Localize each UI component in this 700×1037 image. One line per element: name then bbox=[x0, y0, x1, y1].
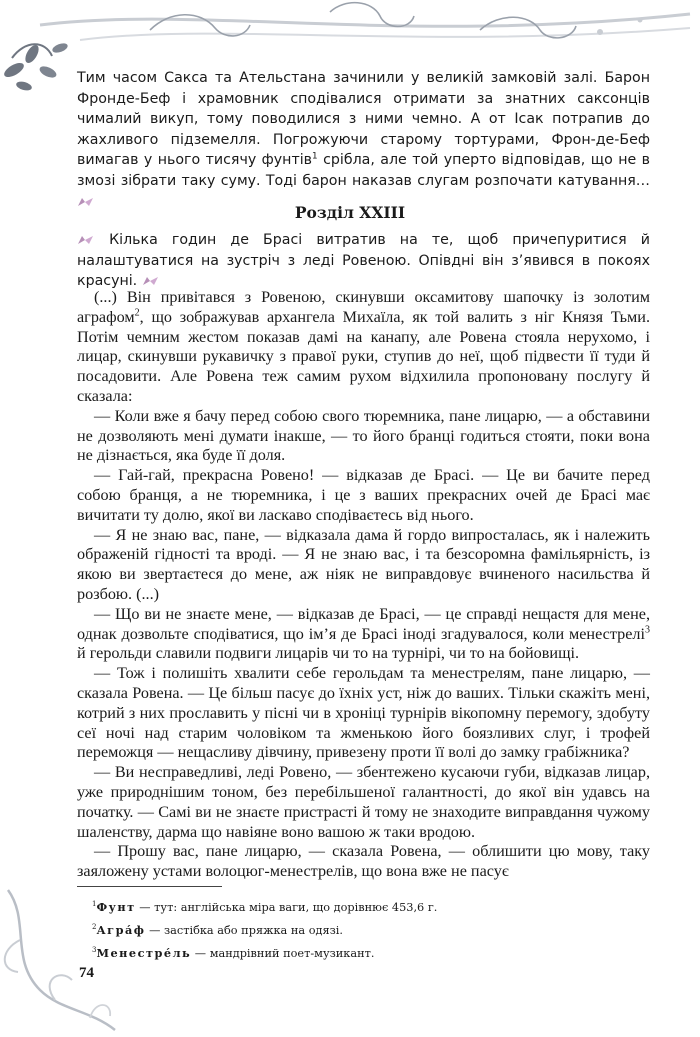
floral-ornament-icon bbox=[0, 880, 120, 1037]
footnote: $^3$Менестре́ль — мандрівний поет-музикант. bbox=[92, 946, 375, 960]
paragraph: — Гай-гай, прекрасна Ровено! — відказав де Брасі. — Це ви бачите перед собою бранця, а не тюремника, і це з ваших прекрасних очей де Брасі має вичитати ту долю, якої ви ласкаво сподіваєтесь від нього. bbox=[77, 466, 650, 524]
quill-marker-icon bbox=[142, 275, 160, 287]
paragraph: — Що ви не знаєте мене, — відказав де Брасі, — це справді нещастя для мене, однак дозвольте сподіватися, що ім’я де Брасі іноді згадувалося, коли менестрелі$^3$ й герольди славили подвиги лицарів чи то на турнірі, чи то на бойовищі. bbox=[77, 604, 650, 663]
paragraph: — Тож і полишіть хвалити себе герольдам та менестрелям, пане лицарю, — сказала Ровена. — Це більш пасує до їхніх уст, ніж до ваших. Тільки скажіть мені, котрий з них прославить у пісні чи в хроніці турнірів вікопомну перемогу, здобуту сеї ночі над старим чоловіком та жменькою його боязливих слуг, і трофей переможця — нещасливу дівчину, привезену проти її волі до замку грабіжника? bbox=[77, 664, 650, 762]
paragraph: (...) Він привітався з Ровеною, скинувши оксамитову шапочку із золотим аграфом$^2$, що зображував архангела Михаїла, як той валить з ніг Князя Тьми. Потім чемним жестом показав дамі на канапу, але Ровена стояла нерухомо, і лицар, скинувши рукавичку з правої руки, ступив до неї, щоб підвести її туди й посадовити. Але Ровена теж самим рухом відхилила пропоновану послугу й сказала: bbox=[77, 288, 650, 405]
page-number: 74 bbox=[79, 965, 94, 981]
paragraph: — Ви несправедливі, леді Ровено, — збентежено кусаючи губи, відказав лицар, уже природнішим тоном, без перебільшеної галантності, до якої він удавсь на початку. — Самі ви не знаєте пристрасті й тому не знаходите виправдання чужому шаленству, дарма що навіяне воно вашою ж таки вродою. bbox=[77, 763, 650, 841]
footnotes bbox=[92, 896, 632, 965]
footnote-ref: 2 bbox=[134, 307, 140, 319]
paragraph: — Прошу вас, пане лицарю, — сказала Ровена, — облишити цю мову, таку заяложену устами волоцюг-менестрелів, що вона вже не пасує bbox=[77, 842, 650, 881]
chapter-intro bbox=[77, 230, 650, 292]
intro-text: Кілька годин де Брасі витратив на те, щоб причепуритися й налаштуватися на зустріч з леді Ровеною. Опівдні він з’явився в покоях красуні. bbox=[77, 232, 650, 290]
chapter-summary bbox=[77, 68, 650, 212]
summary-text: Тим часом Сакса та Ательстана зачинили у великій замковій залі. Барон Фронде-Беф і храмовник сподівалися отримати за знатних саксонців чималий викуп, тому поводилися з ними чемно. А от Ісак потрапив до жахливого підземелля. Погрожуючи старому тортурами, Фрон-де-Беф вимагав у нього тисячу фунтів bbox=[77, 70, 650, 169]
footnote: $^2$Агра́ф — застібка або пряжка на одязі. bbox=[92, 923, 343, 937]
paragraph: — Я не знаю вас, пане, — відказала дама й гордо випросталась, як і належить ображеній гідності та вроді. — Я не знаю вас, і та безсоромна фамільярність, із якою ви звертаєтеся до мене, аж ніяк не виправдовує вчиненого насильства й розбою. (...) bbox=[77, 525, 650, 603]
paragraph: — Коли вже я бачу перед собою свого тюремника, пане лицарю, — а обставини не дозволяють мені думати інакше, — то його бранці годиться стояти, поки вона не дізнається, яка буде її доля. bbox=[77, 406, 650, 465]
footnote: $^1$Фунт — тут: англійська міра ваги, що дорівнює 453,6 г. bbox=[92, 900, 438, 914]
chapter-heading: Розділ XXIII bbox=[294, 203, 406, 222]
quill-marker-icon bbox=[77, 234, 95, 246]
footnote-ref: 3 bbox=[644, 624, 650, 636]
footnote-ref: 1 bbox=[312, 151, 318, 162]
summary-text-end: срібла, але той уперто відповідав, що не в змозі зібрати таку суму. Тоді барон наказав слугам розпочати катування… bbox=[77, 152, 651, 189]
story-text bbox=[77, 288, 650, 882]
